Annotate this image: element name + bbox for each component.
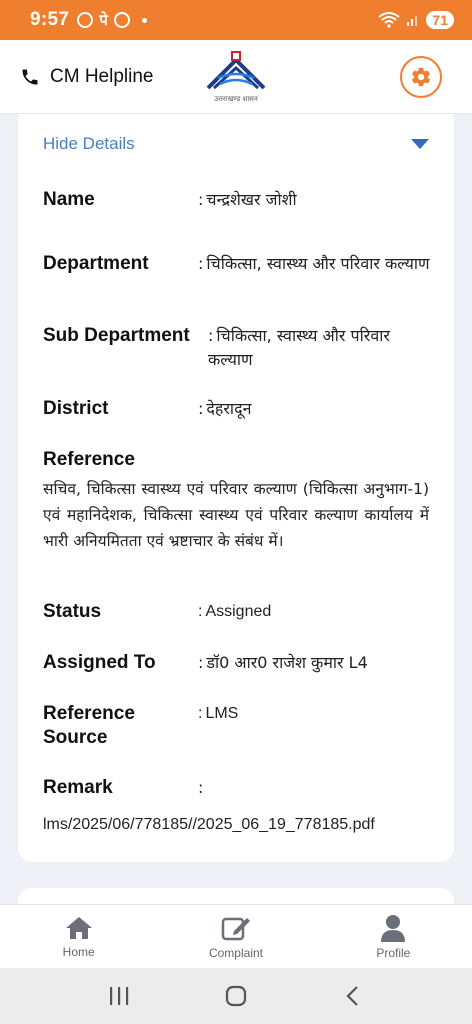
status-time: 9:57 — [30, 9, 70, 30]
phone-icon — [20, 67, 40, 87]
hide-details-toggle[interactable] — [43, 134, 429, 154]
signal-icon — [406, 13, 420, 27]
reference-block — [43, 448, 429, 554]
reference-source-row — [43, 702, 433, 750]
remark-label: Remark — [43, 777, 113, 798]
district-text: देहरादून — [206, 399, 252, 418]
department-value — [198, 252, 433, 276]
status-text: Assigned — [205, 603, 272, 620]
nav-home-label: Home — [62, 944, 95, 959]
nav-complaint-label: Complaint — [208, 945, 263, 960]
nav-profile-label: Profile — [376, 945, 411, 960]
assigned-to-text: डॉ0 आर0 राजेश कुमार L4 — [206, 653, 368, 672]
recent-apps-icon — [108, 986, 130, 1006]
name-row — [43, 188, 433, 212]
app-header — [0, 40, 472, 114]
paytm-icon: पे — [99, 11, 108, 29]
nav-profile[interactable] — [315, 905, 472, 968]
name-value — [198, 188, 433, 212]
status-label: Status — [43, 601, 102, 622]
notification-icons — [77, 10, 147, 30]
remark-file-link[interactable]: lms/2025/06/778185//2025_06_19_778185.pdf — [43, 816, 375, 833]
district-value — [198, 397, 433, 421]
hide-details-link[interactable]: Hide Details — [43, 134, 135, 153]
name-text: चन्द्रशेखर जोशी — [206, 190, 297, 209]
caret-down-icon[interactable] — [411, 139, 429, 149]
wifi-icon — [378, 12, 400, 28]
district-row — [43, 397, 433, 421]
reference-source-text: LMS — [205, 705, 239, 722]
colon: : — [198, 399, 204, 418]
department-row — [43, 252, 433, 276]
settings-button[interactable] — [400, 56, 442, 98]
status-value — [198, 600, 433, 624]
department-text: चिकित्सा, स्वास्थ्य और परिवार कल्याण — [206, 254, 430, 273]
gear-icon — [410, 66, 432, 88]
recent-apps-button[interactable] — [99, 976, 139, 1016]
assigned-to-value — [198, 651, 433, 675]
edit-icon — [220, 914, 252, 942]
remark-value — [198, 776, 433, 800]
status-bar — [0, 0, 472, 40]
back-chevron-icon — [345, 985, 361, 1007]
home-icon — [64, 915, 94, 941]
helpline-label: CM Helpline — [50, 65, 154, 87]
more-notifications-icon — [142, 18, 147, 23]
name-label: Name — [43, 189, 95, 210]
nav-complaint[interactable] — [157, 905, 314, 968]
sub-department-row — [43, 324, 433, 372]
complaint-details-card — [18, 114, 454, 862]
back-button[interactable] — [333, 976, 373, 1016]
colon: : — [198, 190, 204, 209]
sub-department-text: चिकित्सा, स्वास्थ्य और परिवार कल्याण — [208, 326, 390, 369]
home-system-button[interactable] — [216, 976, 256, 1016]
logo-emblem-icon — [204, 48, 268, 94]
whatsapp-icon — [77, 12, 93, 28]
status-row — [43, 600, 433, 624]
system-nav-bar — [0, 968, 472, 1024]
reference-label: Reference — [43, 449, 135, 470]
user-icon — [380, 914, 406, 942]
sub-department-value — [198, 324, 433, 372]
reference-source-value — [198, 702, 433, 750]
colon: : — [198, 778, 204, 797]
reference-text: सचिव, चिकित्सा स्वास्थ्य एवं परिवार कल्याण (चिकित्सा अनुभाग-1) एवं महानिदेशक, चिकित्सा स्वास्थ्य एवं परिवार कल्याण कार्यालय में भारी अनियमितता एवं भ्रष्टाचार के संबंध में। — [43, 480, 429, 550]
logo-caption: उत्तराखण्ड शासन — [214, 95, 258, 103]
cm-helpline-link[interactable] — [20, 66, 153, 88]
home-circle-icon — [225, 985, 247, 1007]
battery-indicator: 71 — [426, 11, 454, 29]
facebook-icon — [114, 12, 130, 28]
nav-home[interactable] — [0, 905, 157, 968]
remark-row — [43, 776, 433, 800]
reference-source-label: Reference Source — [43, 703, 135, 748]
district-label: District — [43, 398, 109, 419]
colon: : — [208, 326, 214, 345]
bottom-nav — [0, 904, 472, 968]
department-label: Department — [43, 253, 149, 274]
sub-department-label: Sub Department — [43, 325, 190, 346]
assigned-to-label: Assigned To — [43, 652, 156, 673]
colon: : — [198, 653, 204, 672]
colon: : — [198, 254, 204, 273]
uttarakhand-logo — [200, 48, 272, 106]
colon: : — [198, 705, 203, 722]
colon: : — [198, 603, 203, 620]
assigned-to-row — [43, 651, 433, 675]
